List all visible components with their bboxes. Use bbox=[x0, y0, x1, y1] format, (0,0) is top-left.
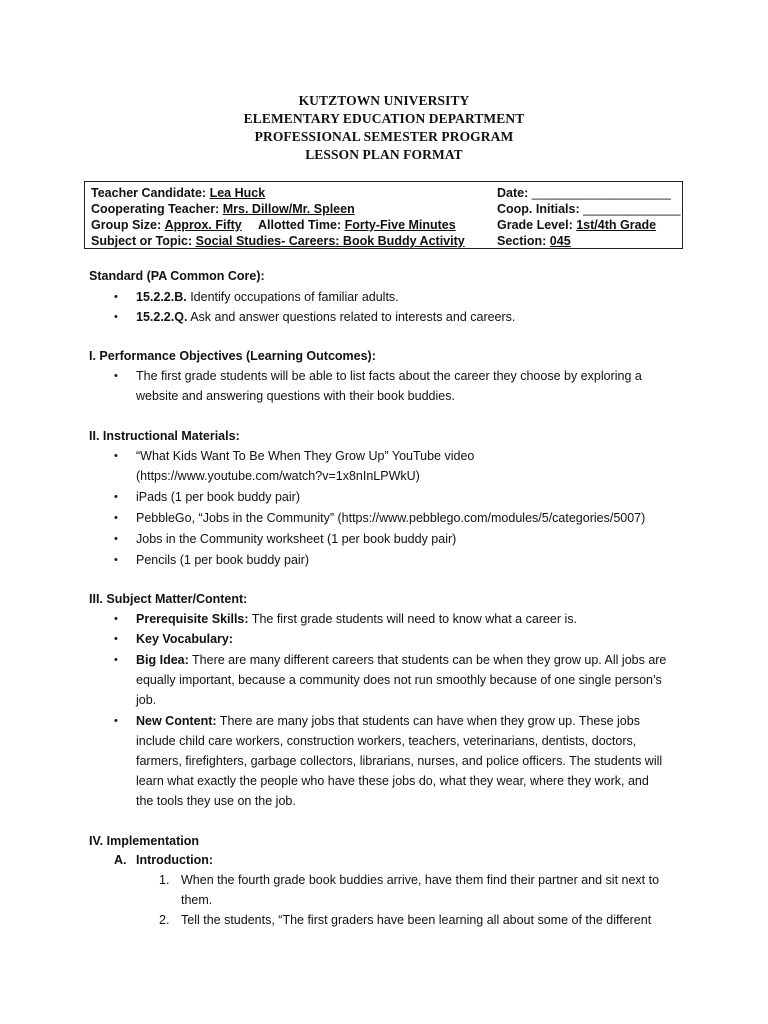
step-1-line-2: them. bbox=[181, 893, 213, 907]
section-value: 045 bbox=[549, 234, 571, 248]
program-name: PROFESSIONAL SEMESTER PROGRAM bbox=[254, 129, 514, 144]
big-idea-label: Big Idea: bbox=[136, 653, 189, 667]
format-title: LESSON PLAN FORMAT bbox=[305, 147, 463, 162]
big-idea-line-1: There are many different careers that students can be when they grow up. All jobs are bbox=[188, 653, 667, 667]
info-row-group bbox=[85, 217, 682, 233]
material-3-text: PebbleGo, “Jobs in the Community” (https://www.pebblego.com/modules/5/categories/5007) bbox=[136, 511, 646, 525]
subject-label: Subject or Topic: bbox=[91, 234, 193, 248]
step-1-number: 1. bbox=[159, 873, 170, 887]
step-2-number: 2. bbox=[159, 913, 170, 927]
bullet-icon: • bbox=[114, 491, 118, 503]
bullet-icon: • bbox=[114, 311, 118, 323]
material-5-text: Pencils (1 per book buddy pair) bbox=[136, 553, 310, 567]
new-content-line-3: farmers, firefighters, garbage collectors, librarians, nurses, and police officers. The students will bbox=[136, 754, 663, 768]
bullet-icon: • bbox=[114, 613, 118, 625]
material-4-text: Jobs in the Community worksheet (1 per book buddy pair) bbox=[136, 532, 457, 546]
bullet-icon: • bbox=[114, 291, 118, 303]
objectives-title: I. Performance Objectives (Learning Outcomes): bbox=[89, 349, 376, 363]
bullet-icon: • bbox=[114, 533, 118, 545]
step-1-line-1: When the fourth grade book buddies arrive, have them find their partner and sit next to bbox=[181, 873, 660, 887]
material-2-text: iPads (1 per book buddy pair) bbox=[136, 490, 300, 504]
info-row-cooperating bbox=[85, 201, 682, 217]
info-row-teacher bbox=[85, 185, 682, 201]
bullet-icon: • bbox=[114, 633, 118, 645]
cooperating-teacher-value: Mrs. Dillow/Mr. Spleen bbox=[222, 202, 355, 216]
new-content-line-1: There are many jobs that students can have when they grow up. These jobs bbox=[216, 714, 640, 728]
bullet-icon: • bbox=[114, 715, 118, 727]
date-value: ____________________ bbox=[531, 186, 671, 200]
prerequisite-label: Prerequisite Skills: bbox=[136, 612, 249, 626]
standard-code-1: 15.2.2.B. bbox=[136, 290, 187, 304]
teacher-label: Teacher Candidate: bbox=[91, 186, 207, 200]
allotted-time-label: Allotted Time: bbox=[258, 218, 342, 232]
section-label: Section: bbox=[497, 234, 547, 248]
university-name: KUTZTOWN UNIVERSITY bbox=[298, 93, 470, 108]
objective-line-2: website and answering questions with their book buddies. bbox=[136, 389, 455, 403]
bullet-icon: • bbox=[114, 450, 118, 462]
standard-title: Standard (PA Common Core): bbox=[89, 269, 265, 283]
bullet-icon: • bbox=[114, 512, 118, 524]
lesson-info-box bbox=[84, 181, 683, 249]
intro-step-2 bbox=[159, 910, 652, 930]
new-content-line-2: include child care workers, construction workers, teachers, veterinarians, dentists, doctors, bbox=[136, 734, 637, 748]
standard-code-2: 15.2.2.Q. bbox=[136, 310, 188, 324]
standard-text-1: Identify occupations of familiar adults. bbox=[186, 290, 399, 304]
grade-level-value: 1st/4th Grade bbox=[576, 218, 657, 232]
coop-initials-value: ______________ bbox=[583, 202, 681, 216]
intro-step-1 bbox=[159, 870, 660, 890]
new-content-label: New Content: bbox=[136, 714, 217, 728]
teacher-value: Lea Huck bbox=[209, 186, 266, 200]
intro-step-1-continuation bbox=[181, 890, 212, 910]
new-content-line-5: the tools they use on the job. bbox=[136, 794, 296, 808]
grade-level-label: Grade Level: bbox=[497, 218, 573, 232]
material-1-line-1: “What Kids Want To Be When They Grow Up” YouTube video bbox=[136, 449, 475, 463]
materials-title: II. Instructional Materials: bbox=[89, 429, 240, 443]
allotted-time-value: Forty-Five Minutes bbox=[344, 218, 456, 232]
big-idea-line-2: equally important, because a community does not run smoothly because of one single person’s bbox=[136, 673, 662, 687]
bullet-icon: • bbox=[114, 554, 118, 566]
vocabulary-label: Key Vocabulary: bbox=[136, 632, 234, 646]
bullet-icon: • bbox=[114, 654, 118, 666]
subject-matter-title: III. Subject Matter/Content: bbox=[89, 592, 248, 606]
material-1-line-2: (https://www.youtube.com/watch?v=1x8nInLPWkU) bbox=[136, 469, 420, 483]
implementation-title: IV. Implementation bbox=[89, 834, 199, 848]
info-row-subject bbox=[85, 233, 682, 249]
subject-value: Social Studies- Careers: Book Buddy Activity bbox=[195, 234, 465, 248]
bullet-icon: • bbox=[114, 370, 118, 382]
introduction-heading bbox=[114, 850, 214, 870]
introduction-marker: A. bbox=[114, 853, 127, 867]
objective-line-1: The first grade students will be able to list facts about the career they choose by exploring a bbox=[136, 369, 642, 383]
introduction-title: Introduction: bbox=[136, 853, 214, 867]
cooperating-teacher-label: Cooperating Teacher: bbox=[91, 202, 220, 216]
department-name: ELEMENTARY EDUCATION DEPARTMENT bbox=[243, 111, 525, 126]
date-label: Date: bbox=[497, 186, 529, 200]
group-size-label: Group Size: bbox=[91, 218, 162, 232]
step-2-line-1: Tell the students, “The first graders have been learning all about some of the different bbox=[181, 913, 652, 927]
coop-initials-label: Coop. Initials: bbox=[497, 202, 580, 216]
group-size-value: Approx. Fifty bbox=[164, 218, 242, 232]
document-header bbox=[0, 92, 768, 164]
big-idea-line-3: job. bbox=[136, 693, 157, 707]
standard-text-2: Ask and answer questions related to interests and careers. bbox=[187, 310, 516, 324]
prerequisite-text: The first grade students will need to know what a career is. bbox=[248, 612, 577, 626]
new-content-line-4: learn what exactly the people who have these jobs do, what they wear, where they work, and bbox=[136, 774, 649, 788]
